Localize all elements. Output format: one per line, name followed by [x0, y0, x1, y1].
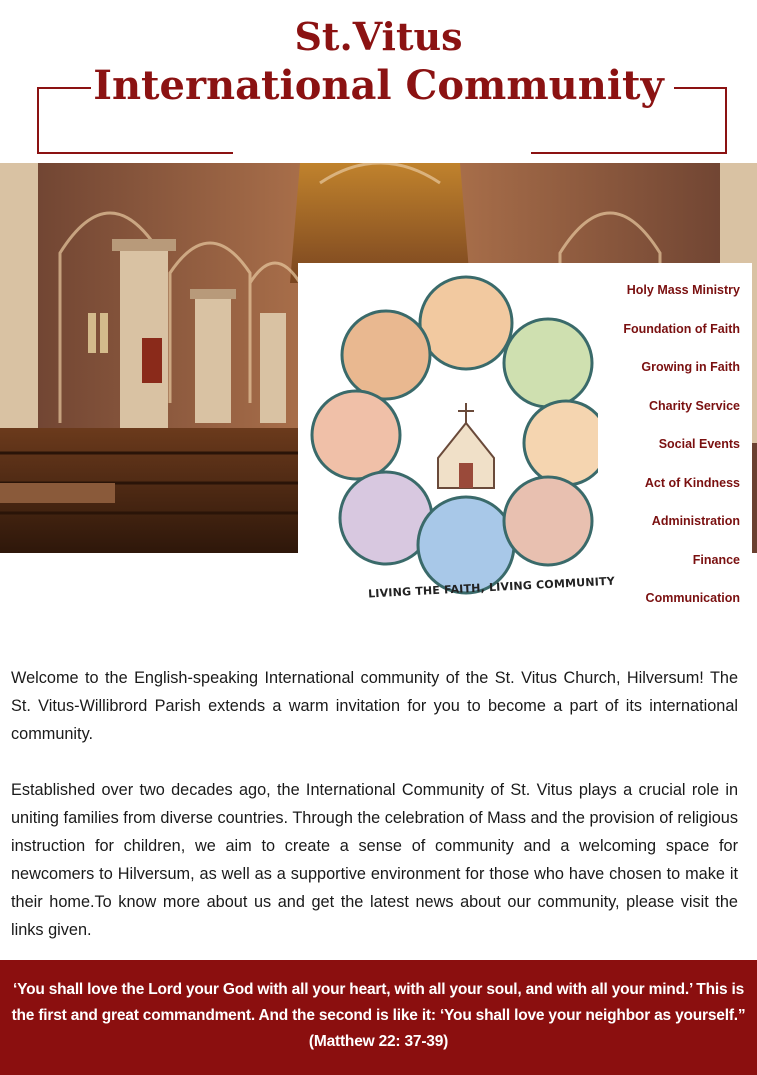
site-title-line1: St.Vitus	[294, 14, 463, 59]
site-title-line2: International Community	[93, 62, 664, 109]
living-the-faith-illustration	[298, 263, 752, 618]
menu-item-finance[interactable]: Finance	[692, 552, 740, 567]
menu-item-growing-in-faith[interactable]: Growing in Faith	[641, 360, 740, 374]
menu-item-foundation-of-faith[interactable]: Foundation of Faith	[623, 321, 740, 336]
welcome-paragraph: Welcome to the English-speaking International community of the St. Vitus Church, Hilversum! The St. Vitus-Willibrord Parish extends a warm invitation for you to become a part of its international community.	[11, 669, 738, 743]
menu-item-administration[interactable]: Administration	[651, 514, 740, 528]
faith-circle-illustration	[298, 263, 598, 603]
menu-item-holy-mass-ministry[interactable]: Holy Mass Ministry	[626, 283, 740, 297]
site-header	[0, 0, 757, 163]
scripture-quote-band	[0, 960, 757, 1075]
menu-item-charity-service[interactable]: Charity Service	[648, 398, 740, 413]
menu-item-social-events[interactable]: Social Events	[658, 437, 740, 451]
menu-item-act-of-kindness[interactable]: Act of Kindness	[644, 475, 740, 490]
scripture-quote: ‘You shall love the Lord your God with all your heart, with all your soul, and with all your mind.’ This is the first and great commandment. And the second is like it: ‘You shall love your neighbor as yourself.” (Matthew 22: 37-39)	[11, 981, 746, 1050]
about-paragraph: Established over two decades ago, the International Community of St. Vitus plays a crucial role in uniting families from diverse countries. Through the celebration of Mass and the provision of religious instruction for children, we aim to create a sense of community and a welcoming space for newcomers to Hilversum, as well as a supportive environment for those who have chosen to make it their home.To know more about us and get the latest news about our community, please visit the links given.	[11, 781, 738, 939]
menu-item-communication[interactable]: Communication	[645, 591, 740, 605]
welcome-section	[11, 664, 738, 972]
logo-tagline: LIVING THE FAITH, LIVING COMMUNITY	[367, 574, 616, 601]
ministry-menu	[570, 283, 740, 630]
